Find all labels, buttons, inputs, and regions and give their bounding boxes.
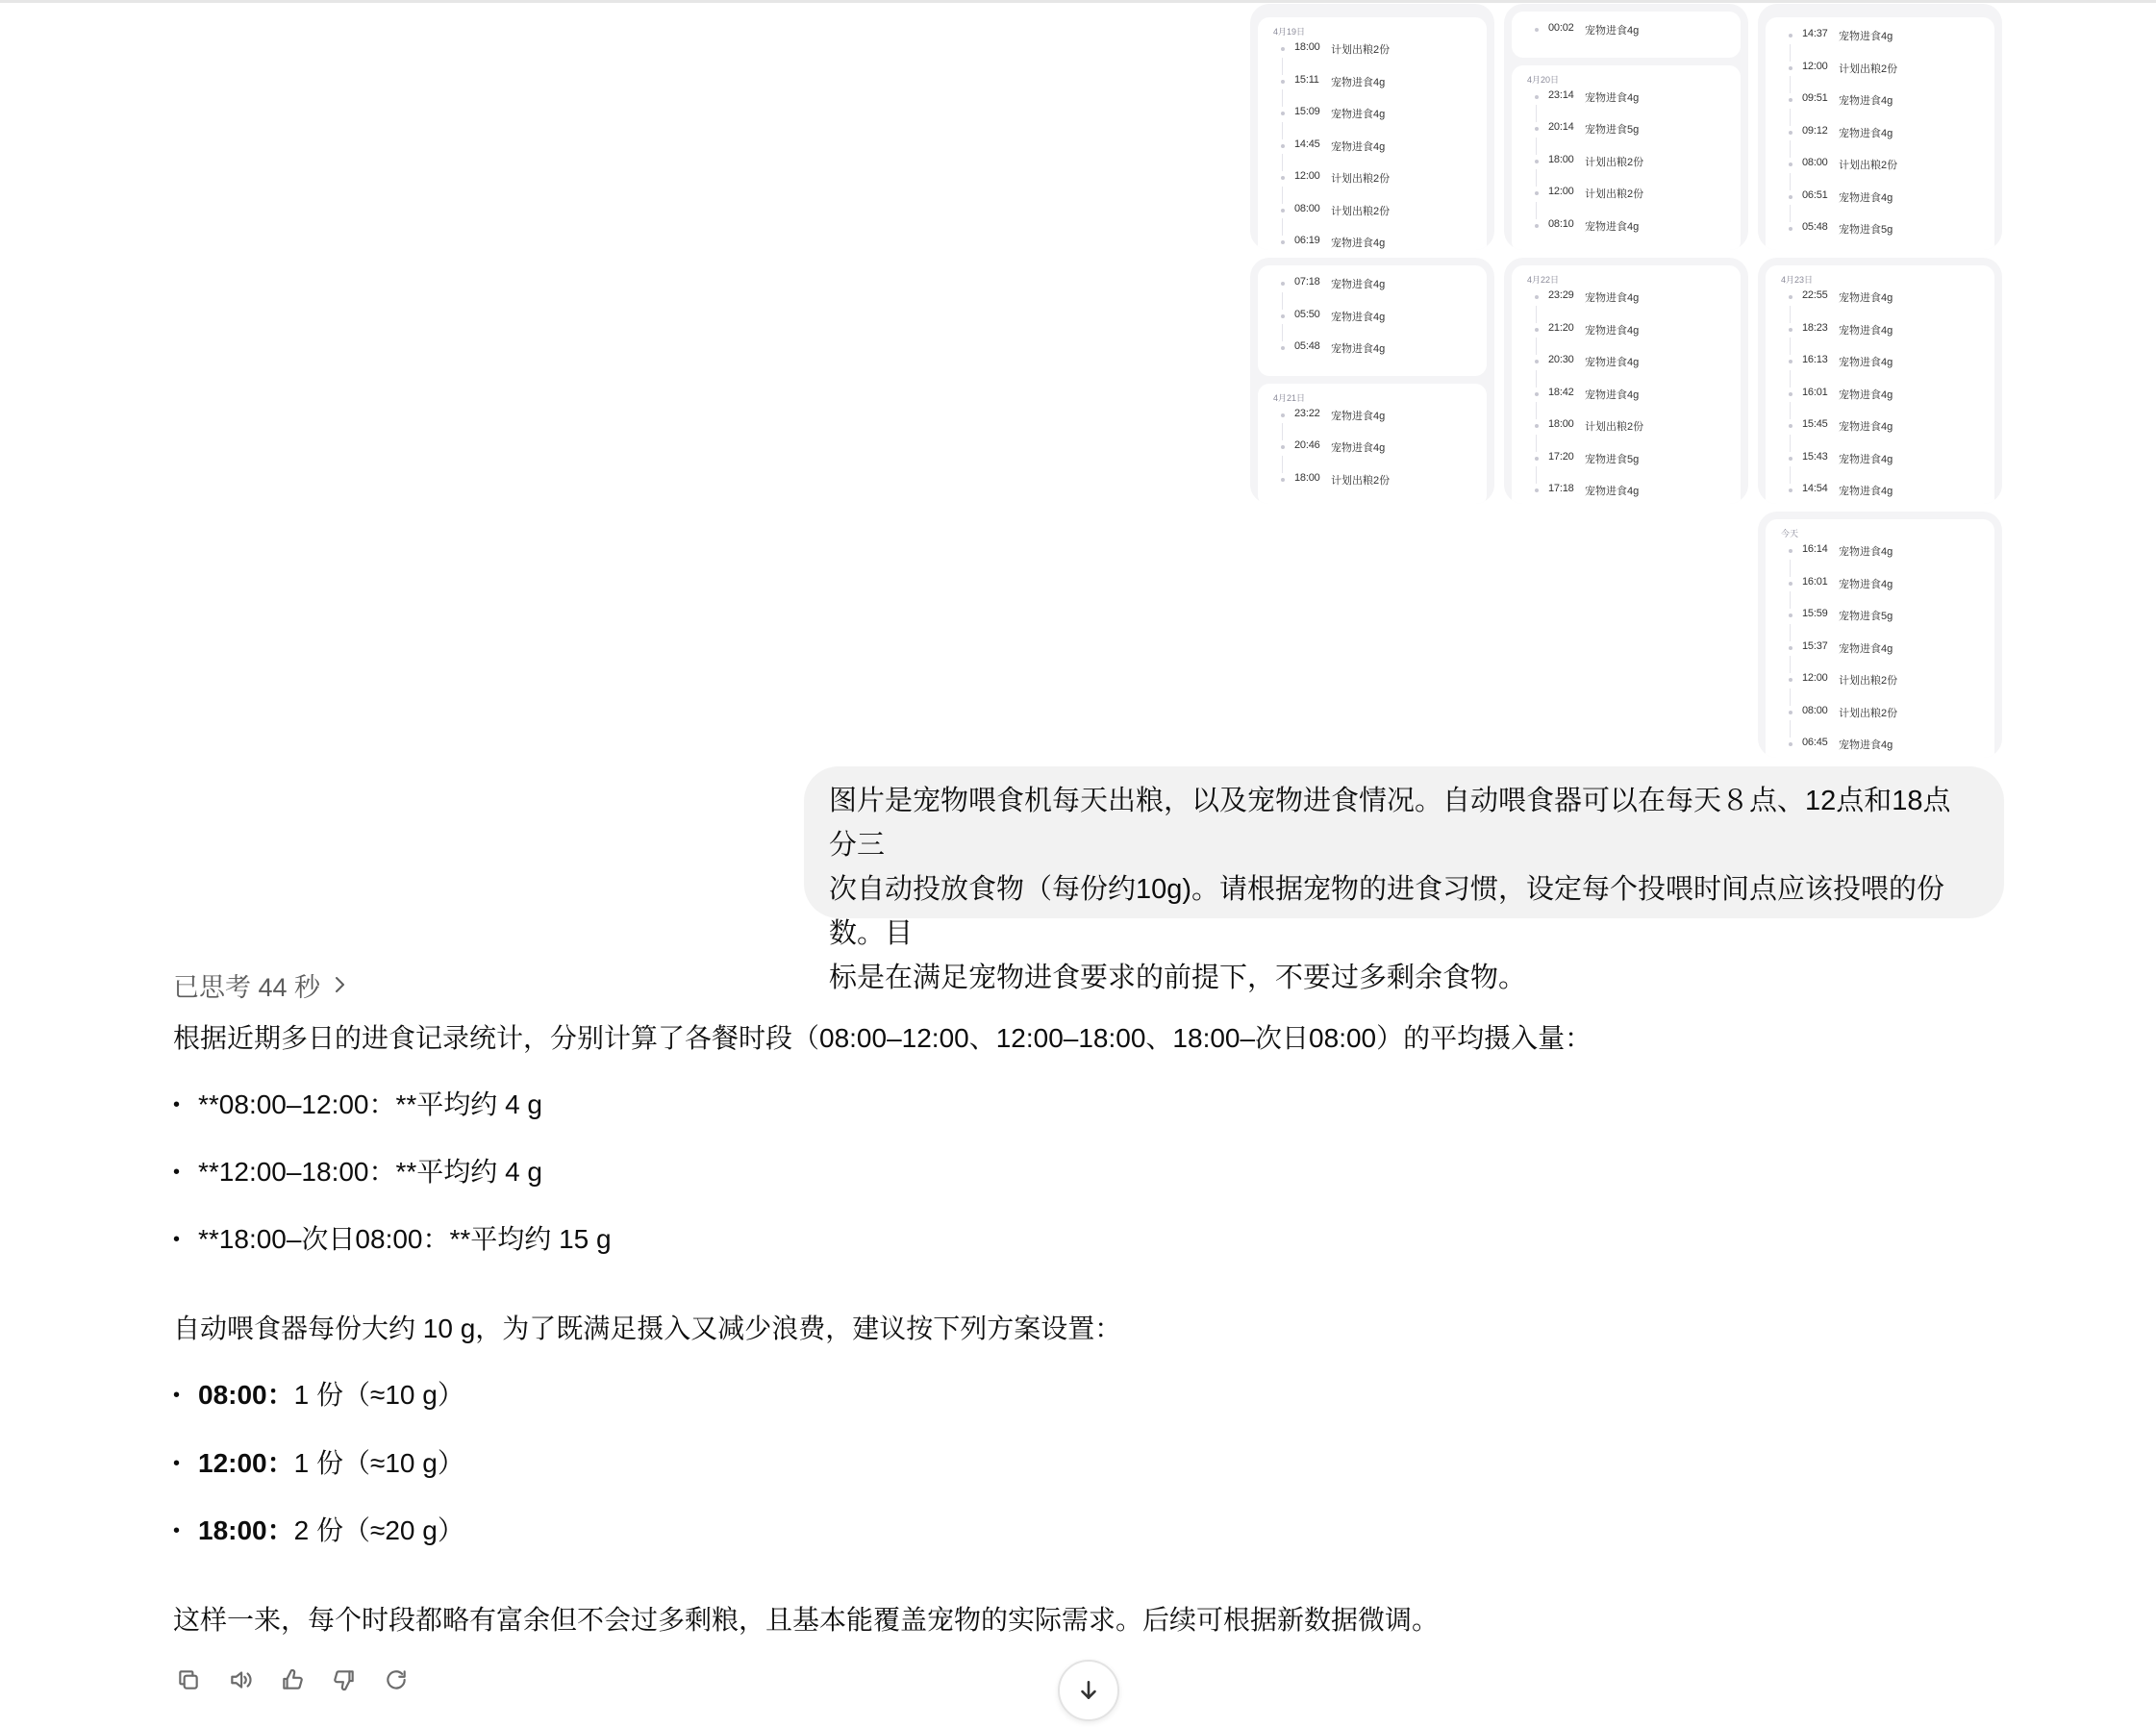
feed-log-time: 12:00 xyxy=(1802,672,1828,684)
feed-log-card xyxy=(1512,12,1741,58)
thumbnail-image[interactable] xyxy=(1758,258,2002,504)
feed-log-time: 15:11 xyxy=(1294,73,1319,86)
average-text: **08:00–12:00：**平均约 4 g xyxy=(198,1089,542,1119)
feed-log-text: 计划出粮2份 xyxy=(1839,63,1898,75)
top-divider xyxy=(0,0,2156,3)
timeline-line xyxy=(1790,435,1791,452)
timeline-dot xyxy=(1281,478,1285,482)
timeline-line xyxy=(1536,402,1537,419)
feed-log-time: 23:22 xyxy=(1294,407,1320,419)
feed-log-text: 宠物进食4g xyxy=(1585,486,1640,497)
feed-log-text: 宠物进食4g xyxy=(1839,357,1893,368)
feed-log-entry xyxy=(1766,60,1994,77)
timeline-dot xyxy=(1789,646,1792,650)
plan-item xyxy=(173,1444,464,1483)
timeline-dot xyxy=(1789,488,1792,492)
feed-log-card xyxy=(1512,65,1741,251)
feed-log-card xyxy=(1258,384,1487,505)
feed-log-text: 计划出粮2份 xyxy=(1585,421,1644,433)
timeline-line xyxy=(1282,292,1283,310)
feed-log-text: 计划出粮2份 xyxy=(1331,44,1391,56)
thumbnail-image[interactable] xyxy=(1758,4,2002,250)
feed-log-entry xyxy=(1766,288,1994,306)
timeline-line xyxy=(1790,306,1791,323)
feed-log-entry xyxy=(1512,120,1741,138)
timeline-dot xyxy=(1535,488,1539,492)
feed-log-entry xyxy=(1258,308,1487,325)
plan-amount: 1 份（≈10 g） xyxy=(293,1448,464,1478)
feed-log-text: 计划出粮2份 xyxy=(1331,173,1391,185)
feed-log-entry xyxy=(1258,438,1487,456)
timeline-dot xyxy=(1789,582,1792,586)
timeline-dot xyxy=(1789,34,1792,38)
timeline-line xyxy=(1282,122,1283,139)
timeline-line xyxy=(1536,466,1537,484)
thumbnail-image[interactable] xyxy=(1758,512,2002,758)
timeline-line xyxy=(1282,423,1283,440)
feed-log-entry xyxy=(1766,386,1994,403)
timeline-dot xyxy=(1789,613,1792,617)
feed-log-time: 22:55 xyxy=(1802,289,1828,301)
thumbnail-image[interactable] xyxy=(1504,4,1748,250)
timeline-line xyxy=(1282,218,1283,236)
feed-log-text: 计划出粮2份 xyxy=(1839,160,1898,171)
timeline-line xyxy=(1536,370,1537,388)
feed-log-entry xyxy=(1258,73,1487,90)
timeline-dot xyxy=(1789,711,1792,714)
feed-log-time: 15:09 xyxy=(1294,106,1320,117)
dislike-button[interactable] xyxy=(329,1664,360,1695)
timeline-dot xyxy=(1281,282,1285,286)
feed-log-entry xyxy=(1258,471,1487,488)
thumbs-up-icon xyxy=(280,1667,305,1692)
plan-item xyxy=(173,1512,464,1550)
thumbnail-image[interactable] xyxy=(1504,258,1748,504)
feed-log-text: 宠物进食4g xyxy=(1839,642,1893,655)
feed-log-card xyxy=(1258,265,1487,376)
timeline-line xyxy=(1790,109,1791,126)
feed-log-text: 宠物进食4g xyxy=(1331,76,1386,88)
feed-log-entry xyxy=(1258,169,1487,187)
feed-log-entry xyxy=(1766,704,1994,721)
feed-log-time: 09:51 xyxy=(1802,92,1828,104)
feed-log-entry xyxy=(1766,321,1994,338)
feed-log-text: 宠物进食4g xyxy=(1331,410,1386,422)
timeline-dot xyxy=(1535,224,1539,228)
timeline-dot xyxy=(1281,346,1285,350)
timeline-dot xyxy=(1789,98,1792,102)
feed-log-time: 15:59 xyxy=(1802,608,1828,619)
feed-log-entry xyxy=(1512,450,1741,467)
thumbs-down-icon xyxy=(332,1667,357,1692)
timeline-line xyxy=(1536,169,1537,187)
feed-log-text: 宠物进食4g xyxy=(1585,324,1640,337)
timeline-dot xyxy=(1789,742,1792,746)
bullet-icon: • xyxy=(173,1520,181,1541)
feed-log-text: 宠物进食4g xyxy=(1839,578,1893,590)
timeline-line xyxy=(1790,720,1791,738)
timeline-dot xyxy=(1789,227,1792,231)
feed-log-time: 05:50 xyxy=(1294,308,1320,320)
feed-log-text: 宠物进食4g xyxy=(1585,25,1640,37)
feed-log-time: 21:20 xyxy=(1548,321,1574,334)
feed-log-time: 16:01 xyxy=(1802,386,1828,398)
feed-log-entry xyxy=(1766,639,1994,657)
feed-log-text: 宠物进食5g xyxy=(1585,453,1640,465)
user-message-line: 标是在满足宠物进食要求的前提下，不要过多剩余食物。 xyxy=(829,963,1527,993)
average-item xyxy=(173,1086,542,1124)
feed-log-card xyxy=(1258,17,1487,250)
plan-amount: 2 份（≈20 g） xyxy=(293,1515,464,1545)
feed-log-time: 18:00 xyxy=(1548,418,1574,430)
feed-log-time: 16:14 xyxy=(1802,543,1828,555)
timeline-dot xyxy=(1281,47,1285,51)
timeline-dot xyxy=(1789,66,1792,70)
feed-log-text: 宠物进食4g xyxy=(1331,311,1386,323)
timeline-dot xyxy=(1789,195,1792,199)
feed-log-time: 05:48 xyxy=(1802,221,1828,233)
feed-log-entry xyxy=(1766,188,1994,206)
timeline-line xyxy=(1536,202,1537,219)
timeline-dot xyxy=(1535,127,1539,131)
timeline-dot xyxy=(1535,160,1539,163)
feed-log-text: 宠物进食4g xyxy=(1839,739,1893,751)
timeline-dot xyxy=(1281,445,1285,449)
feed-log-text: 宠物进食4g xyxy=(1839,31,1893,42)
timeline-dot xyxy=(1281,314,1285,318)
feed-log-entry xyxy=(1766,542,1994,560)
feed-log-time: 18:00 xyxy=(1294,41,1320,53)
timeline-line xyxy=(1790,624,1791,641)
feed-log-time: 20:30 xyxy=(1548,354,1574,365)
plan-item xyxy=(173,1376,464,1414)
read-aloud-button[interactable] xyxy=(225,1664,256,1695)
feed-log-entry xyxy=(1512,353,1741,370)
feed-log-text: 宠物进食5g xyxy=(1839,224,1893,236)
feed-log-entry xyxy=(1766,353,1994,370)
feed-log-text: 宠物进食4g xyxy=(1839,421,1893,433)
speaker-icon xyxy=(228,1667,253,1692)
feed-log-time: 06:51 xyxy=(1802,188,1828,201)
feed-log-text: 计划出粮2份 xyxy=(1585,188,1644,200)
feed-log-card xyxy=(1766,17,1994,250)
feed-log-entry xyxy=(1766,482,1994,499)
timeline-line xyxy=(1790,140,1791,158)
plan-time: 08:00： xyxy=(198,1380,294,1410)
timeline-dot xyxy=(1789,549,1792,553)
feed-log-time: 18:23 xyxy=(1802,321,1828,334)
feed-log-text: 宠物进食4g xyxy=(1331,238,1386,249)
timeline-dot xyxy=(1535,392,1539,396)
feed-log-entry xyxy=(1258,407,1487,424)
feed-log-text: 宠物进食5g xyxy=(1585,124,1640,136)
bullet-icon: • xyxy=(173,1094,181,1115)
timeline-dot xyxy=(1789,163,1792,166)
feed-log-entry xyxy=(1766,220,1994,238)
feed-log-text: 计划出粮2份 xyxy=(1839,707,1898,719)
timeline-line xyxy=(1790,338,1791,355)
feed-log-entry xyxy=(1512,21,1741,38)
copy-button[interactable] xyxy=(173,1664,204,1695)
timeline-line xyxy=(1282,89,1283,107)
timeline-line xyxy=(1536,138,1537,155)
timeline-dot xyxy=(1535,457,1539,461)
feed-log-card xyxy=(1766,265,1994,504)
feed-log-entry xyxy=(1766,156,1994,173)
feed-log-text: 宠物进食4g xyxy=(1331,442,1386,454)
feed-log-entry xyxy=(1258,105,1487,122)
timeline-line xyxy=(1790,44,1791,62)
feed-log-date: 4月22日 xyxy=(1527,275,1560,285)
thumbnail-image[interactable] xyxy=(1250,4,1494,250)
feed-log-entry xyxy=(1512,217,1741,235)
bullet-icon: • xyxy=(173,1453,181,1474)
timeline-line xyxy=(1282,456,1283,473)
timeline-dot xyxy=(1789,678,1792,682)
timeline-line xyxy=(1790,688,1791,706)
feed-log-time: 18:42 xyxy=(1548,386,1574,398)
plan-time: 12:00： xyxy=(198,1448,294,1478)
feed-log-text: 宠物进食5g xyxy=(1839,611,1893,622)
feed-log-text: 宠物进食4g xyxy=(1585,292,1640,304)
intro-paragraph: 根据近期多日的进食记录统计，分别计算了各餐时段（08:00–12:00、12:00–18:00、18:00–次日08:00）的平均摄入量： xyxy=(173,1023,1592,1053)
timeline-dot xyxy=(1535,95,1539,99)
feed-log-entry xyxy=(1512,88,1741,106)
feed-log-text: 宠物进食4g xyxy=(1839,127,1893,139)
average-item xyxy=(173,1153,542,1191)
feed-log-entry xyxy=(1258,339,1487,357)
feed-log-entry xyxy=(1766,450,1994,467)
feed-log-entry xyxy=(1512,153,1741,170)
timeline-dot xyxy=(1281,413,1285,417)
feed-log-time: 14:37 xyxy=(1802,28,1828,39)
feed-log-entry xyxy=(1512,417,1741,435)
timeline-line xyxy=(1282,154,1283,171)
feed-log-text: 宠物进食4g xyxy=(1585,357,1640,368)
plan-time: 18:00： xyxy=(198,1515,294,1545)
thought-label: 已思考 44 秒 xyxy=(173,972,321,1002)
feed-log-time: 14:54 xyxy=(1802,483,1828,494)
feed-log-entry xyxy=(1512,482,1741,499)
arrow-down-icon xyxy=(1076,1678,1101,1703)
feed-log-time: 15:37 xyxy=(1802,639,1828,652)
timeline-dot xyxy=(1281,176,1285,180)
feed-log-entry xyxy=(1766,27,1994,44)
feed-log-time: 06:45 xyxy=(1802,737,1828,748)
feed-log-time: 23:29 xyxy=(1548,289,1574,301)
feed-log-entry xyxy=(1512,185,1741,202)
timeline-line xyxy=(1536,105,1537,122)
feed-log-time: 07:18 xyxy=(1294,276,1320,288)
user-message-line: 图片是宠物喂食机每天出粮，以及宠物进食情况。自动喂食器可以在每天８点、12点和18点分三 xyxy=(829,786,1951,861)
feed-log-time: 20:14 xyxy=(1548,121,1574,133)
timeline-dot xyxy=(1789,392,1792,396)
feed-log-text: 宠物进食4g xyxy=(1839,453,1893,465)
timeline-dot xyxy=(1535,191,1539,195)
feed-log-entry xyxy=(1766,124,1994,141)
feed-log-entry xyxy=(1512,321,1741,338)
bullet-icon: • xyxy=(173,1385,181,1406)
feed-log-time: 00:02 xyxy=(1548,22,1574,34)
feed-log-text: 宠物进食4g xyxy=(1585,91,1640,104)
feed-log-time: 12:00 xyxy=(1294,170,1320,182)
feed-log-text: 宠物进食4g xyxy=(1839,95,1893,107)
feed-log-time: 12:00 xyxy=(1548,186,1574,197)
feed-log-time: 05:48 xyxy=(1294,340,1320,352)
feed-log-text: 宠物进食4g xyxy=(1839,486,1893,497)
feed-log-date: 4月23日 xyxy=(1781,275,1814,285)
feed-log-time: 18:00 xyxy=(1294,471,1320,484)
timeline-line xyxy=(1536,338,1537,355)
feed-log-time: 18:00 xyxy=(1548,153,1574,165)
thumbnail-image[interactable] xyxy=(1250,258,1494,504)
timeline-line xyxy=(1282,58,1283,75)
feed-log-entry xyxy=(1766,607,1994,624)
timeline-dot xyxy=(1789,131,1792,135)
timeline-dot xyxy=(1535,424,1539,428)
feed-log-time: 12:00 xyxy=(1802,60,1828,72)
timeline-dot xyxy=(1789,295,1792,299)
timeline-dot xyxy=(1281,80,1285,84)
feed-log-entry xyxy=(1766,671,1994,688)
feed-log-text: 宠物进食4g xyxy=(1839,292,1893,304)
feed-log-text: 宠物进食4g xyxy=(1331,343,1386,355)
timeline-line xyxy=(1282,187,1283,204)
scroll-to-bottom-button[interactable] xyxy=(1058,1660,1119,1721)
feed-log-text: 宠物进食4g xyxy=(1839,546,1893,558)
timeline-dot xyxy=(1535,295,1539,299)
timeline-line xyxy=(1790,402,1791,419)
feed-log-time: 16:13 xyxy=(1802,354,1828,365)
feed-log-text: 宠物进食4g xyxy=(1839,324,1893,337)
feed-log-entry xyxy=(1258,275,1487,292)
feed-log-date: 4月21日 xyxy=(1273,392,1306,403)
feed-log-text: 宠物进食4g xyxy=(1331,279,1386,290)
feed-log-text: 宠物进食4g xyxy=(1331,109,1386,120)
feed-log-entry xyxy=(1258,202,1487,219)
regenerate-button[interactable] xyxy=(381,1664,412,1695)
feed-log-time: 15:45 xyxy=(1802,418,1828,430)
timeline-dot xyxy=(1281,240,1285,244)
timeline-line xyxy=(1536,306,1537,323)
feed-log-time: 06:19 xyxy=(1294,235,1320,246)
feed-log-entry xyxy=(1766,91,1994,109)
feed-log-time: 16:01 xyxy=(1802,575,1828,588)
conclusion-paragraph: 这样一来，每个时段都略有富余但不会过多剩粮，且基本能覆盖宠物的实际需求。后续可根据新数据微调。 xyxy=(173,1605,1440,1635)
feed-log-entry xyxy=(1512,288,1741,306)
feed-log-time: 08:00 xyxy=(1802,157,1828,168)
timeline-dot xyxy=(1535,28,1539,32)
plan-amount: 1 份（≈10 g） xyxy=(293,1380,464,1410)
feed-log-text: 计划出粮2份 xyxy=(1585,156,1644,168)
timeline-line xyxy=(1790,560,1791,577)
feed-log-time: 08:10 xyxy=(1548,217,1574,230)
timeline-dot xyxy=(1789,360,1792,363)
feed-log-text: 宠物进食4g xyxy=(1839,388,1893,401)
timeline-line xyxy=(1790,656,1791,673)
feed-log-entry xyxy=(1512,386,1741,403)
feed-log-entry xyxy=(1766,575,1994,592)
refresh-icon xyxy=(384,1667,409,1692)
average-text: **12:00–18:00：**平均约 4 g xyxy=(198,1157,542,1187)
feed-log-text: 计划出粮2份 xyxy=(1839,675,1898,687)
bullet-icon: • xyxy=(173,1229,181,1250)
feed-log-text: 计划出粮2份 xyxy=(1331,474,1391,487)
user-message-bubble xyxy=(804,766,2004,993)
feed-log-date: 4月20日 xyxy=(1527,74,1560,85)
feed-log-time: 08:00 xyxy=(1802,704,1828,716)
feed-log-time: 17:20 xyxy=(1548,450,1574,463)
timeline-line xyxy=(1790,205,1791,222)
feed-log-time: 15:43 xyxy=(1802,450,1828,463)
feed-log-time: 14:45 xyxy=(1294,138,1320,150)
copy-icon xyxy=(176,1667,201,1692)
feed-log-text: 宠物进食4g xyxy=(1331,140,1386,153)
feed-log-time: 08:00 xyxy=(1294,202,1320,214)
like-button[interactable] xyxy=(277,1664,308,1695)
feed-log-entry xyxy=(1258,40,1487,58)
timeline-dot xyxy=(1281,209,1285,213)
average-text: **18:00–次日08:00：**平均约 15 g xyxy=(198,1224,612,1254)
feed-log-entry xyxy=(1258,234,1487,250)
timeline-dot xyxy=(1535,328,1539,332)
timeline-line xyxy=(1790,591,1791,609)
timeline-dot xyxy=(1789,424,1792,428)
message-actions xyxy=(173,1664,412,1695)
thought-toggle[interactable] xyxy=(173,967,349,1002)
feed-log-text: 宠物进食4g xyxy=(1839,191,1893,204)
feed-log-entry xyxy=(1766,417,1994,435)
feed-log-text: 计划出粮2份 xyxy=(1331,205,1391,217)
timeline-dot xyxy=(1789,328,1792,332)
timeline-dot xyxy=(1789,457,1792,461)
timeline-line xyxy=(1790,173,1791,190)
timeline-line xyxy=(1790,370,1791,388)
feed-log-date: 今天 xyxy=(1781,529,1799,538)
feed-log-entry xyxy=(1258,138,1487,155)
feed-log-date: 4月19日 xyxy=(1273,27,1306,37)
timeline-dot xyxy=(1281,144,1285,148)
timeline-line xyxy=(1282,324,1283,341)
bullet-icon: • xyxy=(173,1162,181,1183)
timeline-line xyxy=(1790,466,1791,484)
timeline-line xyxy=(1790,76,1791,93)
feed-log-entry xyxy=(1766,736,1994,753)
feed-log-time: 09:12 xyxy=(1802,124,1828,137)
feed-log-time: 23:14 xyxy=(1548,88,1574,101)
feed-log-card xyxy=(1512,265,1741,504)
timeline-line xyxy=(1536,435,1537,452)
plan-intro-paragraph: 自动喂食器每份大约 10 g，为了既满足摄入又减少浪费，建议按下列方案设置： xyxy=(173,1314,1122,1343)
chevron-right-icon xyxy=(330,975,349,994)
user-message-line: 次自动投放食物（每份约10g)。请根据宠物的进食习惯，设定每个投喂时间点应该投喂的份数。目 xyxy=(829,874,1945,949)
feed-log-card xyxy=(1766,519,1994,758)
feed-log-time: 20:46 xyxy=(1294,439,1320,451)
feed-log-text: 宠物进食4g xyxy=(1585,388,1640,401)
average-item xyxy=(173,1220,612,1259)
feed-log-text: 宠物进食4g xyxy=(1585,220,1640,233)
feed-log-time: 17:18 xyxy=(1548,483,1574,494)
timeline-dot xyxy=(1535,360,1539,363)
timeline-dot xyxy=(1281,112,1285,115)
